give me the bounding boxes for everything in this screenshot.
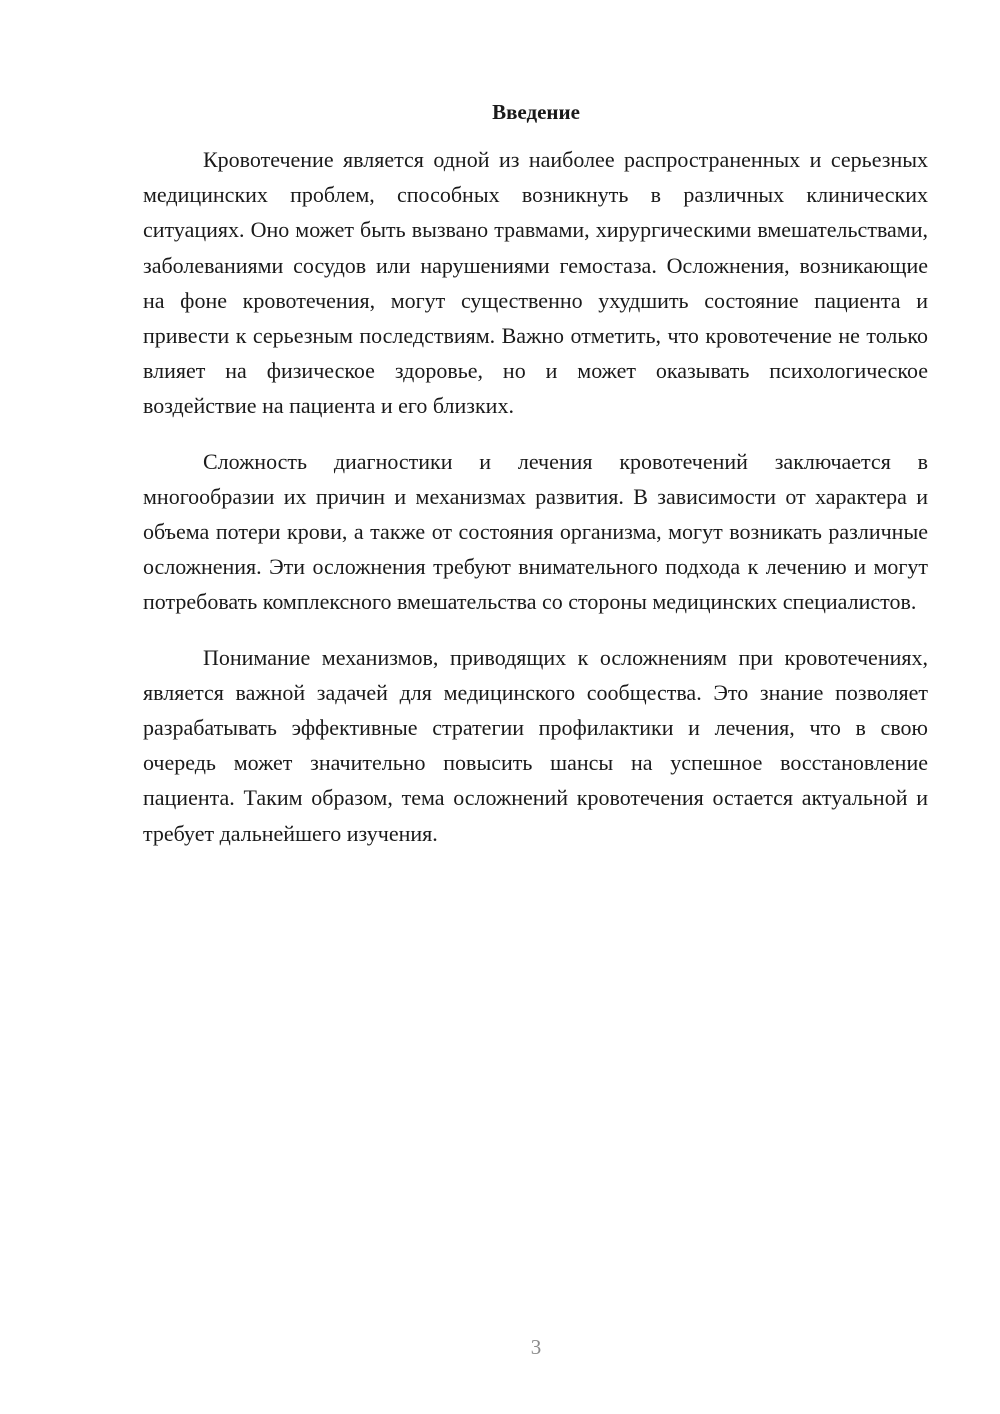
page-number: 3 xyxy=(530,1335,542,1359)
paragraph-2: Сложность диагностики и лечения кровотечений заключается в многообразии их причин и механизмах развития. В зависимости от характера и объема потери крови, а также от состояния организма, могут возникать различные осложнения. Эти осложнения требуют внимательного подхода к лечению и могут потребовать комплексного вмешательства со стороны медицинских специалистов. xyxy=(143,448,928,615)
document-body xyxy=(143,142,928,871)
paragraph-3: Понимание механизмов, приводящих к осложнениям при кровотечениях, является важной задачей для медицинского сообщества. Это знание позволяет разрабатывать эффективные стратегии профилактики и лечения, что в свою очередь может значительно повысить шансы на успешное восстановление пациента. Таким образом, тема осложнений кровотечения остается актуальной и требует дальнейшего изучения. xyxy=(143,644,928,846)
paragraph-1: Кровотечение является одной из наиболее распространенных и серьезных медицинских проблем, способных возникнуть в различных клинических ситуациях. Оно может быть вызвано травмами, хирургическими вмешательствами, заболеваниями сосудов или нарушениями гемостаза. Осложнения, возникающие на фоне кровотечения, могут существенно ухудшить состояние пациента и привести к серьезным последствиям. Важно отметить, что кровотечение не только влияет на физическое здоровье, но и может оказывать психологическое воздействие на пациента и его близких. xyxy=(143,147,928,419)
page-title: Введение xyxy=(492,100,580,124)
